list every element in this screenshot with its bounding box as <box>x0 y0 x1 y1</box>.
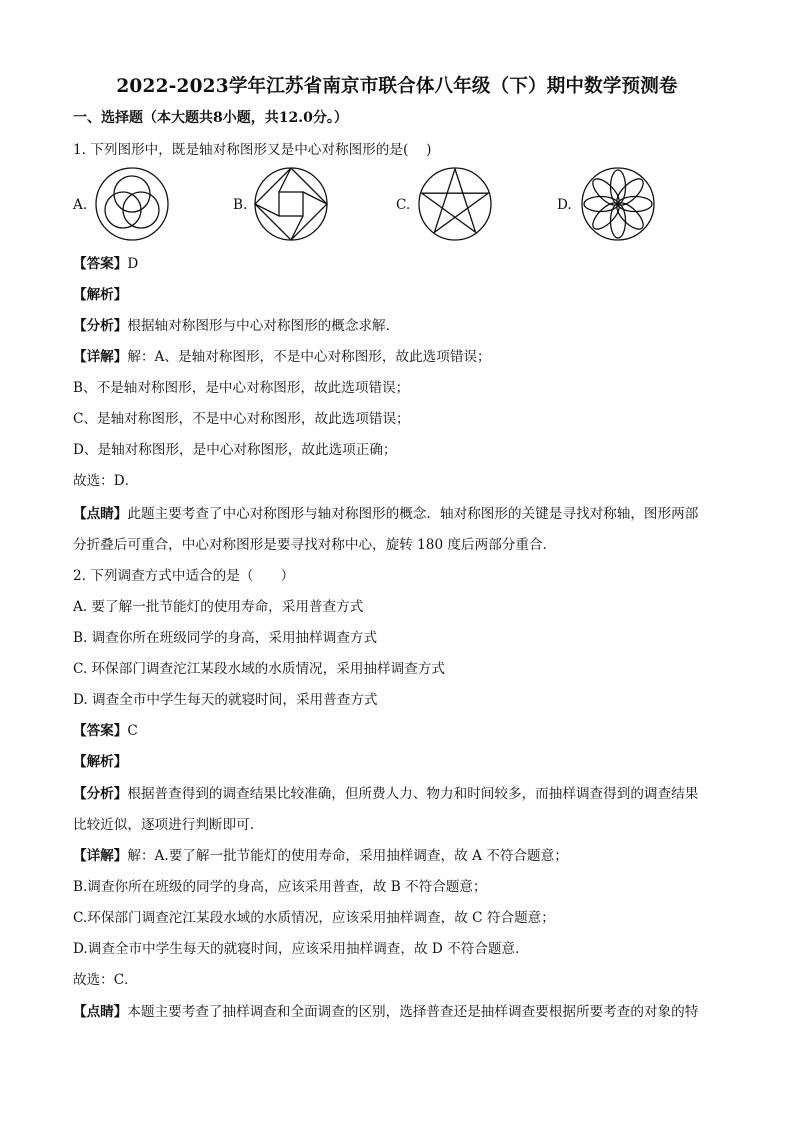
q1-choice: 故选：D． <box>73 473 139 489</box>
square-in-circle-icon <box>253 166 329 242</box>
q2-line-b: B.调查你所在班级的同学的身高，应该采用普查，故 B 不符合题意； <box>73 879 487 895</box>
q1-option-a-label: A. <box>73 197 88 213</box>
q2-xiangjie: 【详解】解：A.要了解一批节能灯的使用寿命，采用抽样调查，故 A 不符合题意； <box>73 848 568 864</box>
q1-answer: 【答案】D <box>73 256 139 272</box>
q1-line-d: D、是轴对称图形，是中心对称图形，故此选项正确； <box>73 442 397 458</box>
q2-option-a: A. 要了解一批节能灯的使用寿命，采用普查方式 <box>73 599 364 615</box>
q2-option-d: D. 调查全市中学生每天的就寝时间，采用普查方式 <box>73 692 378 708</box>
q2-stem: 2. 下列调查方式中适合的是（ ） <box>73 568 295 584</box>
flower-petals-in-circle-icon <box>580 166 656 242</box>
q2-choice: 故选：C． <box>73 972 138 988</box>
q2-dianjing: 【点睛】本题主要考查了抽样调查和全面调查的区别，选择普查还是抽样调查要根据所要考查的对象的特 <box>73 1004 699 1020</box>
pentagram-in-circle-icon <box>417 166 493 242</box>
q1-analysis-heading: 【解析】 <box>73 287 128 303</box>
q1-option-b-label: B. <box>233 197 248 213</box>
q2-fenxi: 【分析】根据普查得到的调查结果比较准确，但所费人力、物力和时间较多，而抽样调查得到的调查结果 <box>73 786 699 802</box>
q2-line-c: C.环保部门调查沱江某段水域的水质情况，应该采用抽样调查，故 C 符合题意； <box>73 910 555 926</box>
q2-line-d: D.调查全市中学生每天的就寝时间，应该采用抽样调查，故 D 不符合题意． <box>73 941 529 957</box>
q1-dianjing-cont: 分折叠后可重合，中心对称图形是要寻找对称中心，旋转 180 度后两部分重合． <box>73 537 557 553</box>
q1-option-c-label: C. <box>396 197 411 213</box>
q1-line-c: C、是轴对称图形，不是中心对称图形，故此选项错误； <box>73 411 410 427</box>
q1-xiangjie: 【详解】解：A、是轴对称图形，不是中心对称图形，故此选项错误； <box>73 349 491 365</box>
q1-option-d-label: D. <box>557 197 572 213</box>
q1-dianjing: 【点睛】此题主要考查了中心对称图形与轴对称图形的概念．轴对称图形的关键是寻找对称轴，图形两部 <box>73 506 699 522</box>
q2-fenxi-cont: 比较近似，逐项进行判断即可． <box>73 817 264 833</box>
q2-answer: 【答案】C <box>73 723 138 739</box>
section-heading: 一、选择题（本大题共8小题，共12.0分。） <box>73 110 348 126</box>
q1-line-b: B、不是轴对称图形，是中心对称图形，故此选项错误； <box>73 380 410 396</box>
q1-stem: 1. 下列图形中，既是轴对称图形又是中心对称图形的是( ) <box>73 142 432 158</box>
q2-analysis-heading: 【解析】 <box>73 754 128 770</box>
three-circles-venn-icon <box>94 166 170 242</box>
q2-option-b: B. 调查你所在班级同学的身高，采用抽样调查方式 <box>73 630 378 646</box>
q2-option-c: C. 环保部门调查沱江某段水域的水质情况，采用抽样调查方式 <box>73 661 445 677</box>
page-title: 2022-2023学年江苏省南京市联合体八年级（下）期中数学预测卷 <box>116 76 678 97</box>
q1-fenxi: 【分析】根据轴对称图形与中心对称图形的概念求解． <box>73 318 400 334</box>
